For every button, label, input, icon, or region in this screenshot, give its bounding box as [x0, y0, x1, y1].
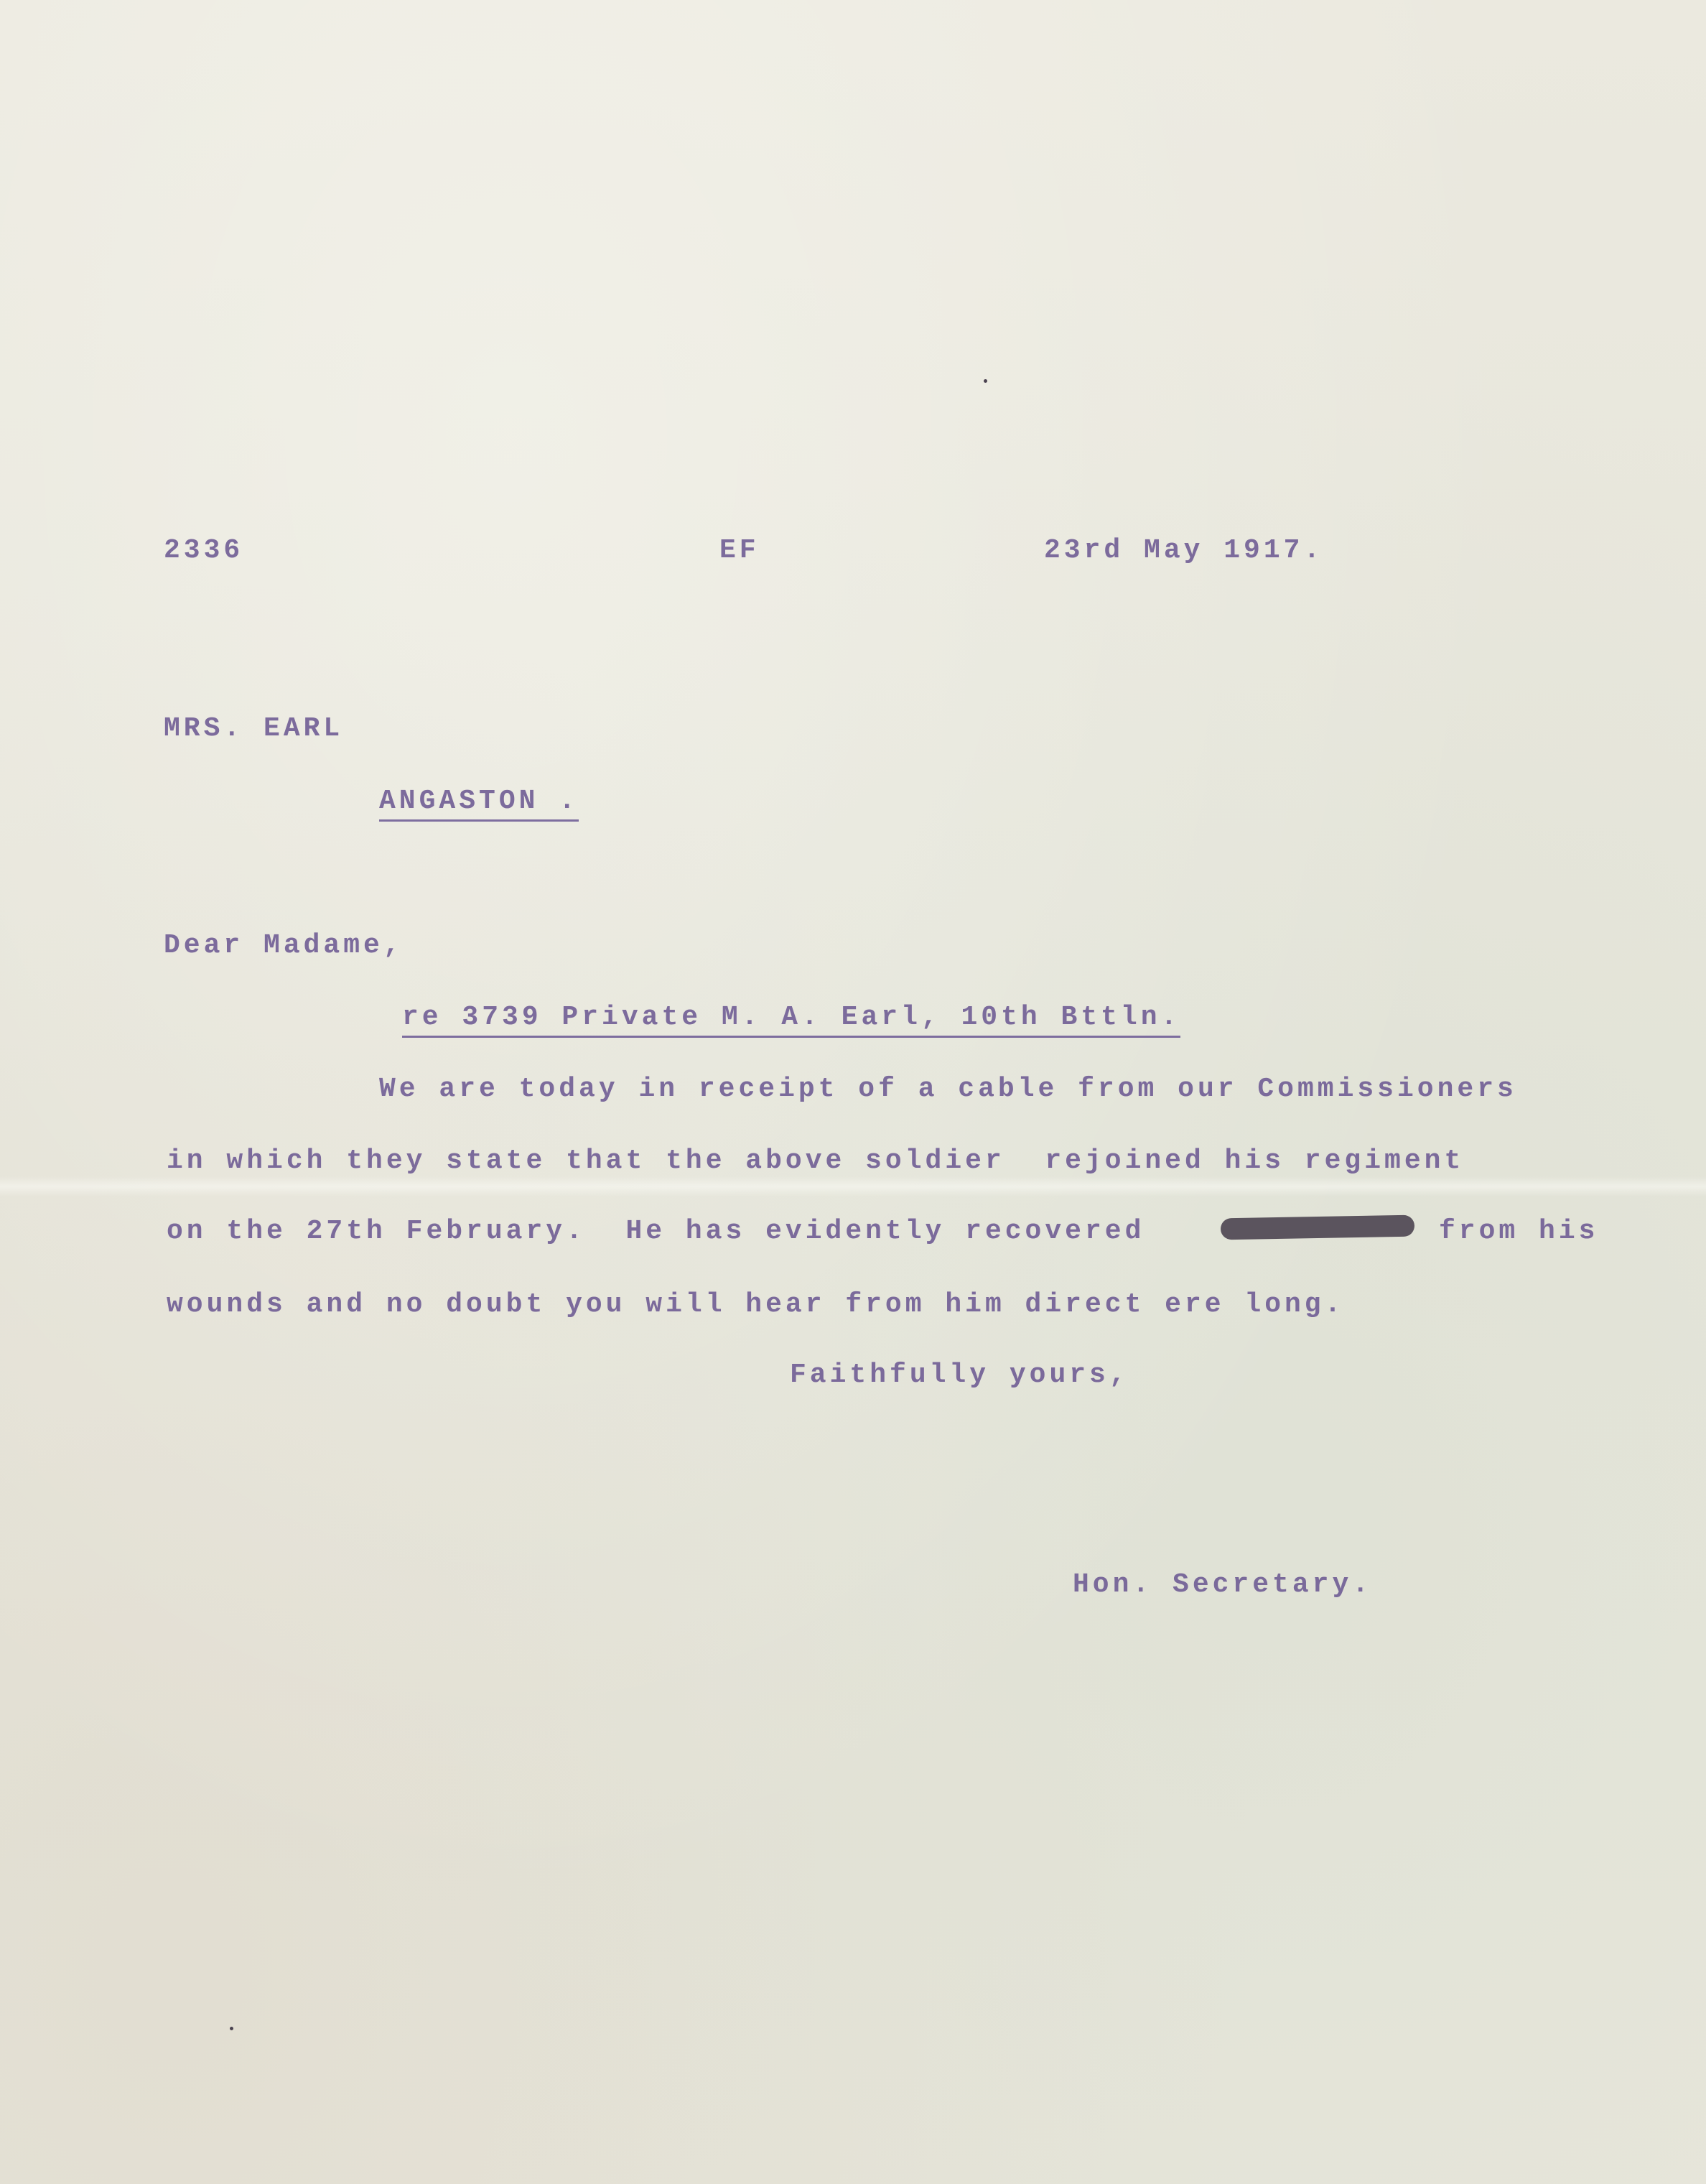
subject-line: re 3739 Private M. A. Earl, 10th Bttln.: [402, 1004, 1180, 1038]
body-line-2: in which they state that the above soldier rejoined his regiment: [167, 1146, 1465, 1176]
body-line-1: We are today in receipt of a cable from our Commissioners: [379, 1074, 1517, 1105]
closing: Faithfully yours,: [790, 1360, 1129, 1390]
struck-out-word: [1221, 1215, 1414, 1240]
recipient-place: ANGASTON .: [379, 788, 579, 822]
letter-date: 23rd May 1917.: [1044, 535, 1324, 566]
paper-speck: [984, 379, 987, 383]
recipient-name: MRS. EARL: [164, 713, 344, 744]
typist-initials: EF: [719, 535, 760, 566]
body-line-3-continued: from his: [1439, 1216, 1599, 1247]
body-line-3: on the 27th February. He has evidently recovered: [167, 1216, 1145, 1247]
body-line-4: wounds and no doubt you will hear from him direct ere long.: [167, 1289, 1345, 1320]
signature-title: Hon. Secretary.: [1073, 1569, 1373, 1600]
paper-speck: [230, 2027, 233, 2030]
reference-number: 2336: [164, 535, 244, 566]
salutation: Dear Madame,: [164, 930, 404, 961]
paper-fold: [0, 1176, 1706, 1196]
